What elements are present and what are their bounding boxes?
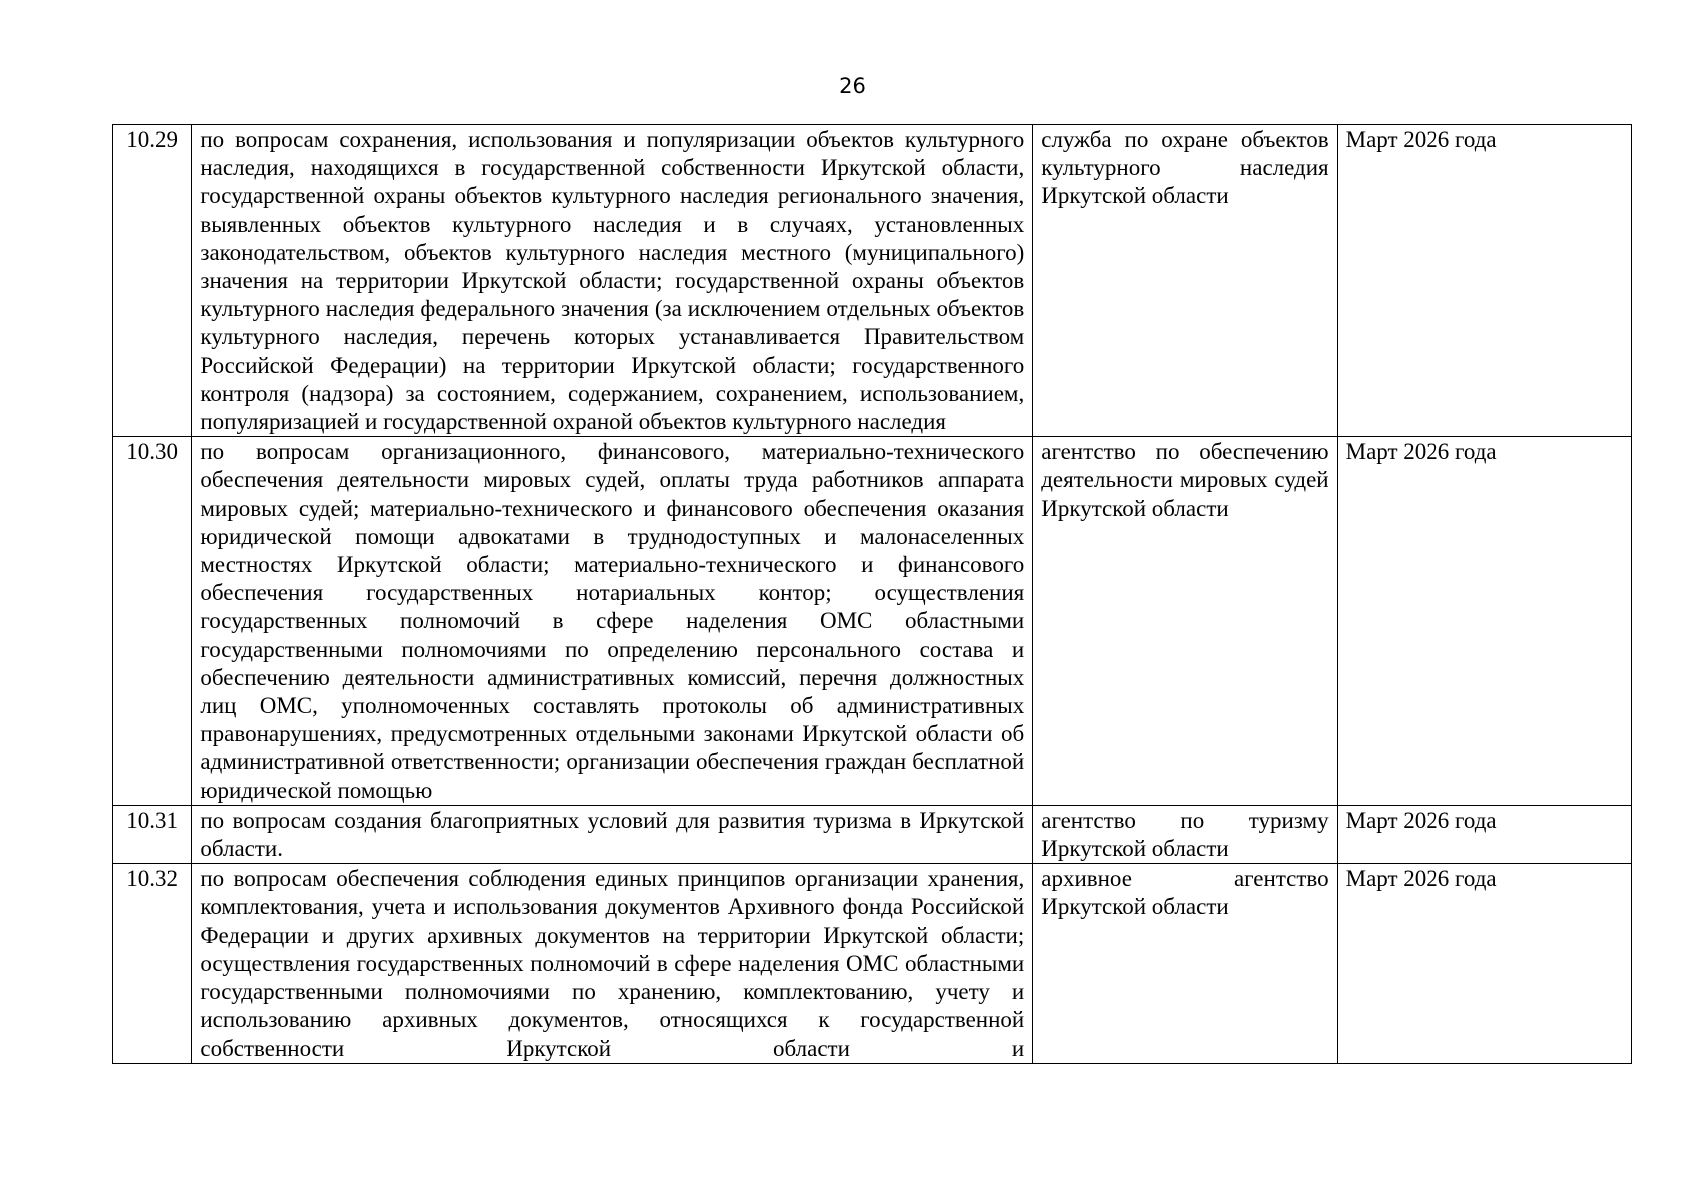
row-subject: по вопросам создания благоприятных условий для развития туризма в Иркутской области. [192,805,1033,863]
row-responsible: архивное агентство Иркутской области [1033,864,1337,1064]
row-number: 10.31 [113,805,192,863]
row-number: 10.32 [113,864,192,1064]
row-deadline: Март 2026 года [1337,805,1631,863]
row-number: 10.29 [113,125,192,437]
page-number: 26 [839,74,866,98]
row-deadline: Март 2026 года [1337,437,1631,806]
row-subject: по вопросам обеспечения соблюдения единых принципов организации хранения, комплектования, учета и использования документов Архивного фонда Российской Федерации и других архивных документов на территории Иркутской области; осуществления государственных полномочий в сфере наделения ОМС областными государственными полномочиями по хранению, комплектованию, учету и использованию архивных документов, относящихся к государственной собственности Иркутской области и [192,864,1033,1064]
table-row [113,125,1632,437]
row-subject: по вопросам организационного, финансового, материально-технического обеспечения деятельности мировых судей, оплаты труда работников аппарата мировых судей; материально-технического и финансового обеспечения оказания юридической помощи адвокатами в труднодоступных и малонаселенных местностях Иркутской области; материально-технического и финансового обеспечения государственных нотариальных контор; осуществления государственных полномочий в сфере наделения ОМС областными государственными полномочиями по определению персонального состава и обеспечению деятельности административных комиссий, перечня должностных лиц ОМС, уполномоченных составлять протоколы об административных правонарушениях, предусмотренных отдельными законами Иркутской области об административной ответственности; организации обеспечения граждан бесплатной юридической помощью [192,437,1033,806]
table-row [113,864,1632,1064]
plan-table [112,124,1632,1064]
row-deadline: Март 2026 года [1337,864,1631,1064]
row-responsible: служба по охране объектов культурного наследия Иркутской области [1033,125,1337,437]
row-responsible: агентство по обеспечению деятельности мировых судей Иркутской области [1033,437,1337,806]
row-subject: по вопросам сохранения, использования и популяризации объектов культурного наследия, находящихся в государственной собственности Иркутской области, государственной охраны объектов культурного наследия регионального значения, выявленных объектов культурного наследия и в случаях, установленных законодательством, объектов культурного наследия местного (муниципального) значения на территории Иркутской области; государственной охраны объектов культурного наследия федерального значения (за исключением отдельных объектов культурного наследия, перечень которых устанавливается Правительством Российской Федерации) на территории Иркутской области; государственного контроля (надзора) за состоянием, содержанием, сохранением, использованием, популяризацией и государственной охраной объектов культурного наследия [192,125,1033,437]
row-number: 10.30 [113,437,192,806]
table-row [113,437,1632,806]
row-deadline: Март 2026 года [1337,125,1631,437]
table-row [113,805,1632,863]
row-responsible: агентство по туризму Иркутской области [1033,805,1337,863]
